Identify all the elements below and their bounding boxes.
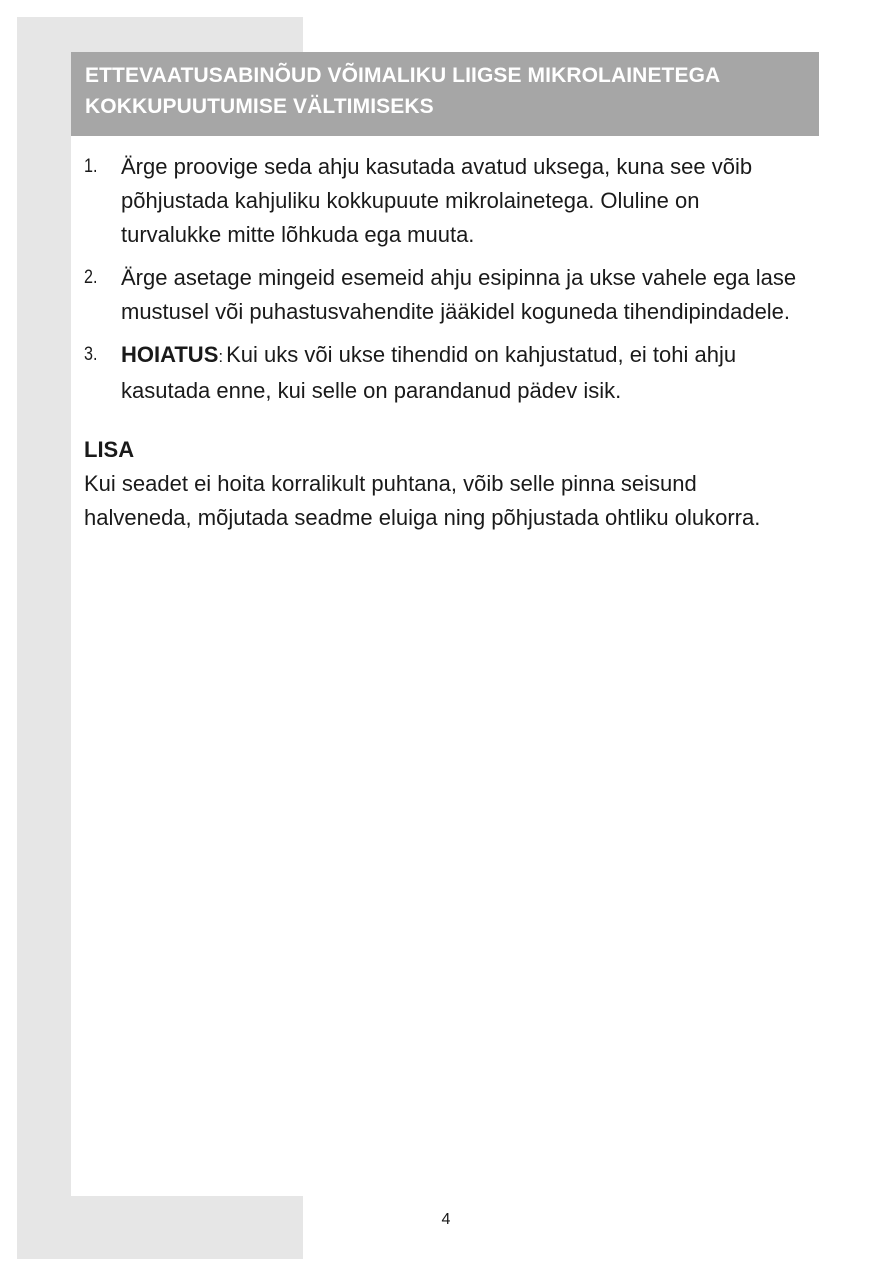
warning-colon: : <box>218 347 224 366</box>
page-number: 4 <box>441 1211 451 1228</box>
section-title-line-1: ETTEVAATUSABINÕUD VÕIMALIKU LIIGSE MIKROLAINETEGA <box>85 64 721 87</box>
instruction-item-1 <box>84 150 804 252</box>
instruction-list <box>84 150 804 408</box>
note-section <box>84 433 804 535</box>
instruction-item-3-warning <box>84 338 804 408</box>
section-header <box>71 52 819 136</box>
instruction-text: Ärge asetage mingeid esemeid ahju esipinna ja ukse vahele ega lase mustusel või puhastusvahendite jääkidel koguneda tihendipindadele. <box>121 265 797 324</box>
note-heading: LISA <box>84 437 135 462</box>
document-body <box>84 150 804 535</box>
instruction-number: 3. <box>84 344 98 365</box>
warning-label: HOIATUS <box>121 342 219 367</box>
instruction-item-2 <box>84 261 804 329</box>
instruction-number: 1. <box>84 156 98 177</box>
instruction-text: Ärge proovige seda ahju kasutada avatud uksega, kuna see võib põhjustada kahjuliku kokkupuute mikrolainetega. Oluline on turvalukke mitte lõhkuda ega muuta. <box>121 154 753 247</box>
instruction-text: Kui uks või ukse tihendid on kahjustatud, ei tohi ahju kasutada enne, kui selle on parandanud pädev isik. <box>121 342 737 403</box>
section-title <box>85 60 805 122</box>
instruction-number: 2. <box>84 267 98 288</box>
section-title-line-2: KOKKUPUUTUMISE VÄLTIMISEKS <box>85 95 434 118</box>
note-text: Kui seadet ei hoita korralikult puhtana, võib selle pinna seisund halveneda, mõjutada seadme eluiga ning põhjustada ohtliku olukorra. <box>84 471 761 530</box>
